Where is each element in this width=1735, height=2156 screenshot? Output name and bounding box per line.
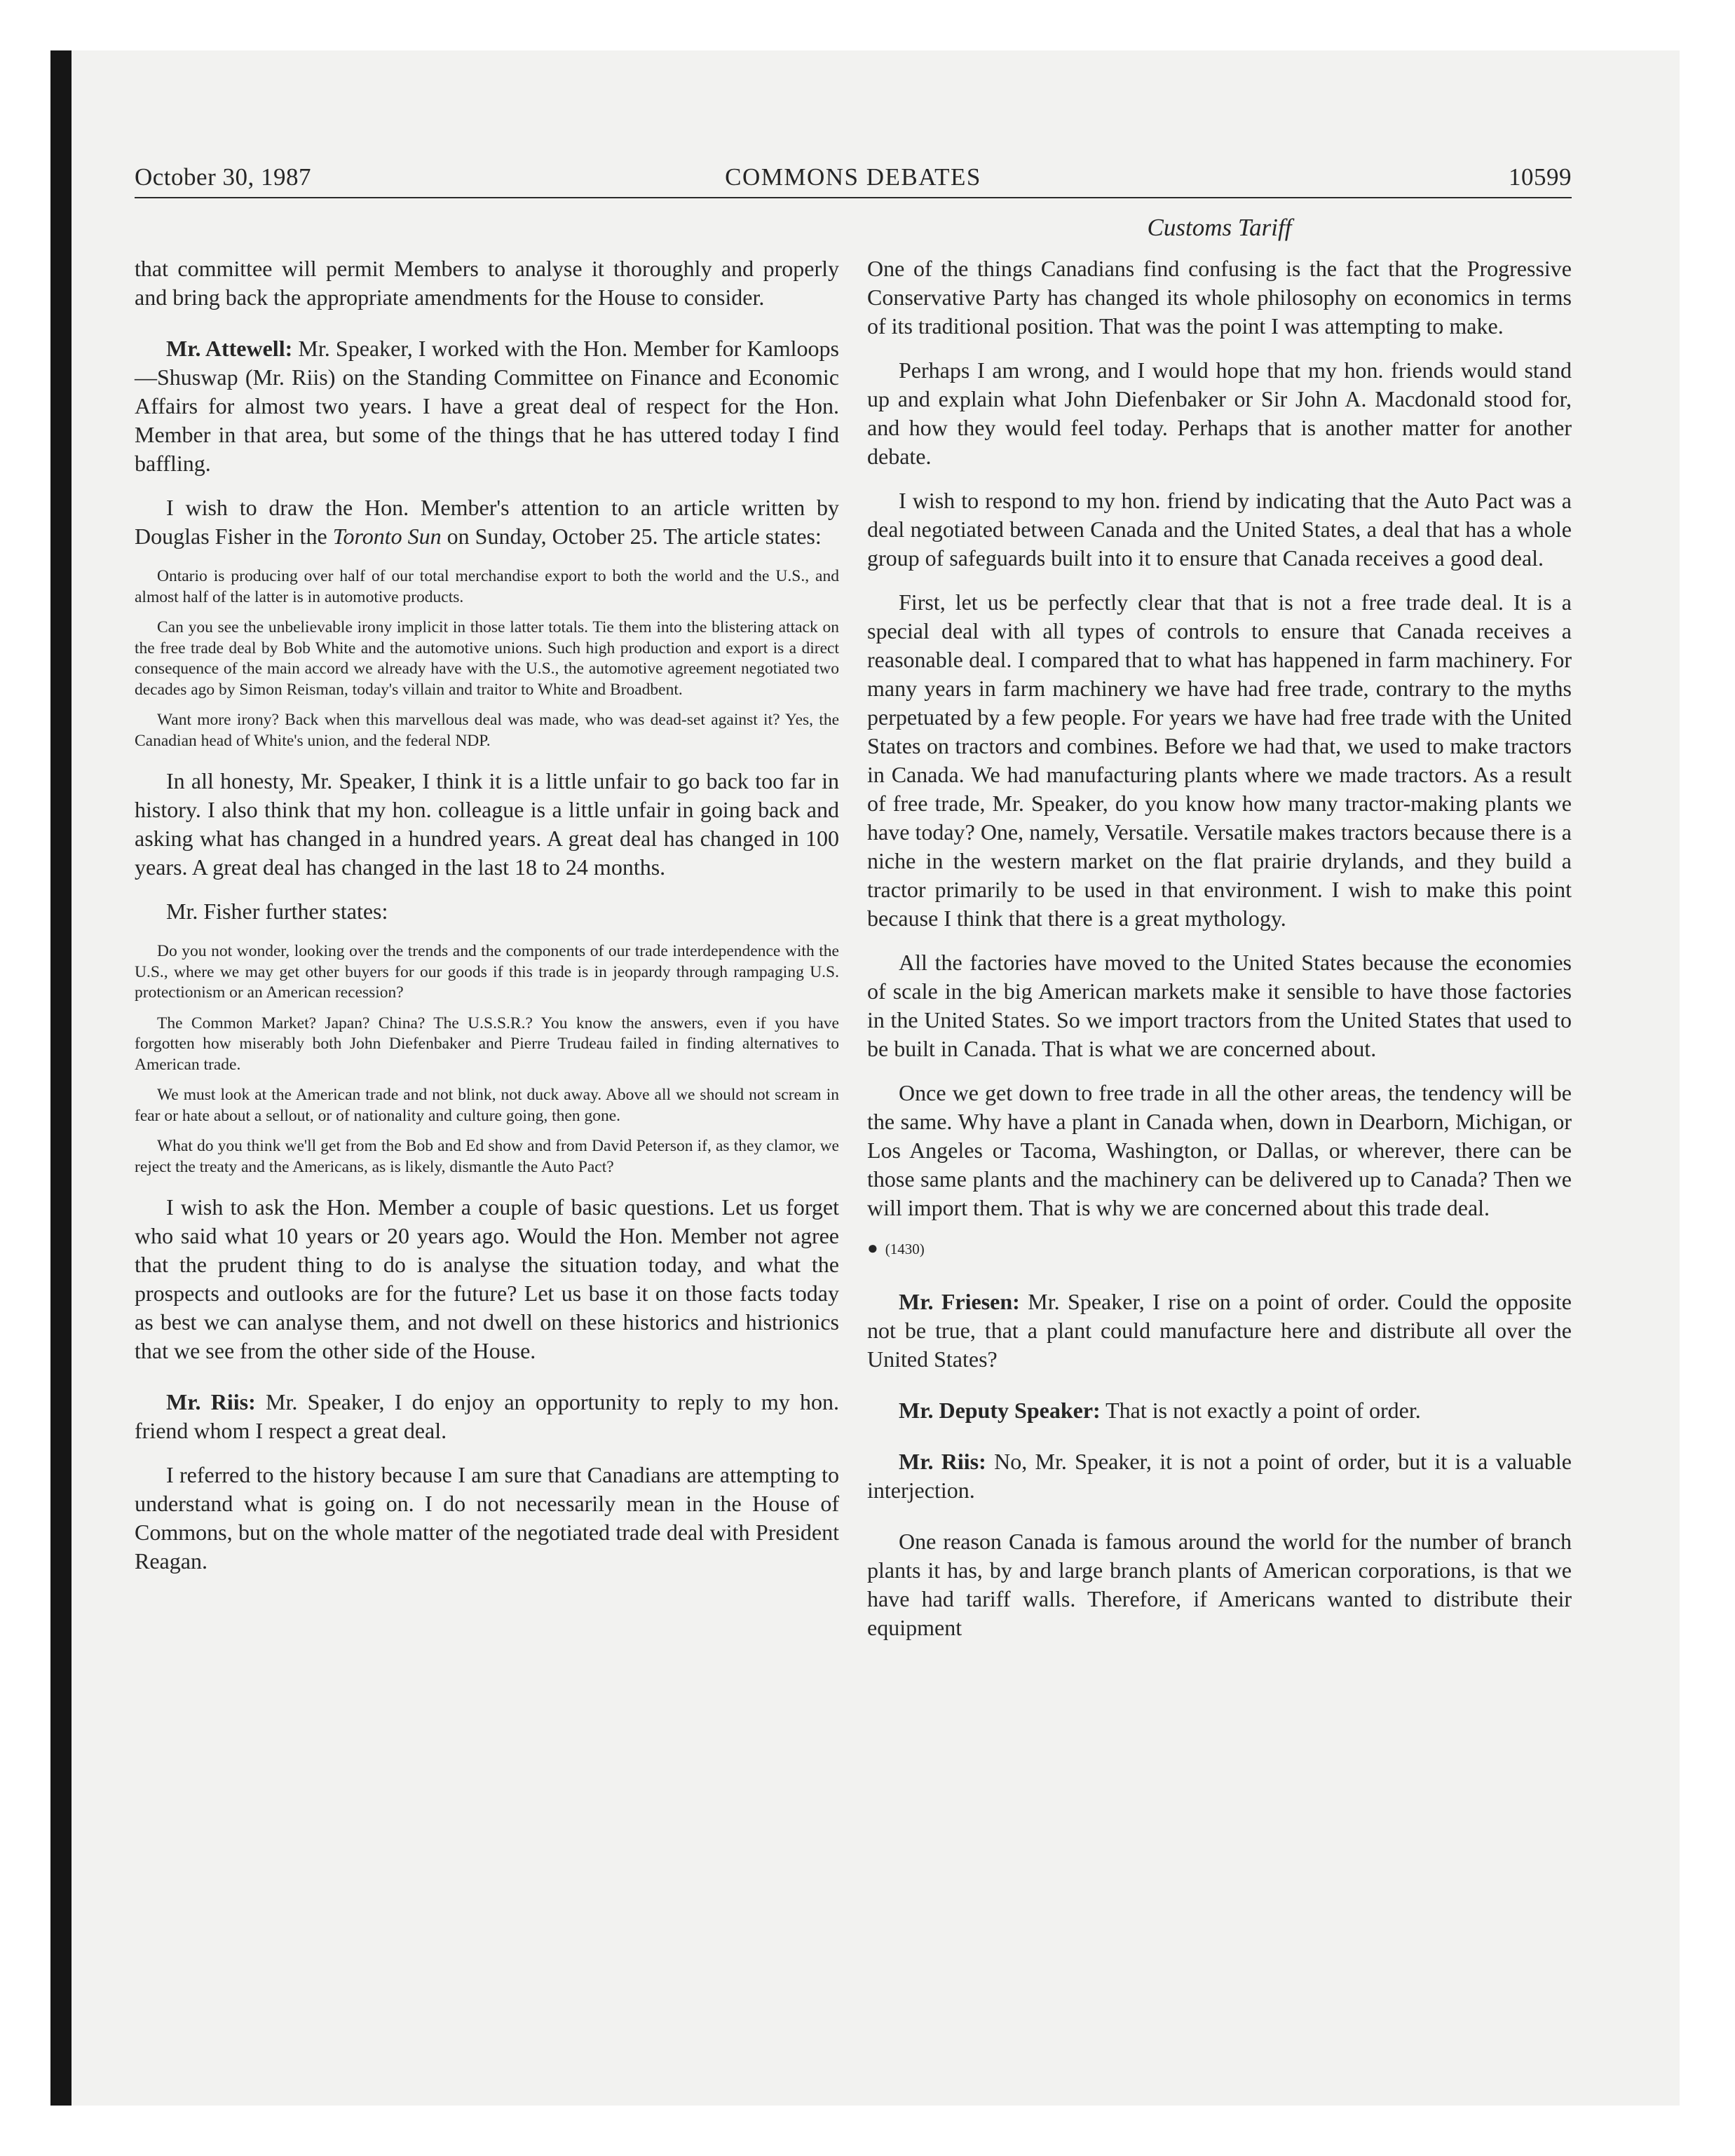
- speaker-name: Mr. Friesen:: [899, 1289, 1020, 1314]
- speech-text: That is not exactly a point of order.: [1100, 1398, 1421, 1423]
- quotation: Ontario is producing over half of our total merchandise export to both the world and the U.S., and almost half of the latter is in automotive products.: [135, 567, 839, 606]
- scan-edge-bar: [50, 50, 72, 2106]
- header-page-number: 10599: [1509, 163, 1572, 191]
- document-page: [135, 158, 1572, 1938]
- quotation: Want more irony? Back when this marvellous deal was made, who was dead-set against it? Yes, the Canadian head of White's union, and the federal NDP.: [135, 711, 839, 750]
- paragraph: In all honesty, Mr. Speaker, I think it is a little unfair to go back too far in history. I also think that my hon. colleague is a little unfair in going back and asking what has changed in a hundred years. A great deal has changed in 100 years. A great deal has changed in the last 18 to 24 months.: [135, 768, 839, 880]
- bullet-icon: ●: [867, 1238, 878, 1258]
- paragraph: I referred to the history because I am sure that Canadians are attempting to understand what is going on. I do not necessarily mean in the House of Commons, but on the whole matter of the negotiated trade deal with President Reagan.: [135, 1462, 839, 1574]
- quotation: The Common Market? Japan? China? The U.S.S.R.? You know the answers, even if you have forgotten how miserably both John Diefenbaker and Pierre Trudeau failed in finding alternatives to American trade.: [135, 1014, 839, 1074]
- newspaper-title: Toronto Sun: [332, 524, 442, 549]
- paragraph: One of the things Canadians find confusing is the fact that the Progressive Conservative Party has changed its whole philosophy on economics in terms of its traditional position. That was the point I was attempting to make.: [867, 256, 1572, 339]
- left-column: [135, 254, 839, 1591]
- speaker-name: Mr. Deputy Speaker:: [899, 1398, 1101, 1423]
- paragraph: that committee will permit Members to analyse it thoroughly and properly and bring back the appropriate amendments for the House to consider.: [135, 256, 839, 310]
- paragraph: [135, 493, 839, 551]
- speech-paragraph: [135, 1388, 839, 1445]
- speech-text: Mr. Speaker, I rise on a point of order. Could the opposite not be true, that a plant could manufacture here and distribute all over the United States?: [867, 1289, 1572, 1372]
- speech-paragraph: [867, 1288, 1572, 1374]
- timestamp-marker: [867, 1238, 1572, 1260]
- paragraph: I wish to ask the Hon. Member a couple of basic questions. Let us forget who said what 10 years or 20 years ago. Would the Hon. Member not agree that the prudent thing to do is analyse the situation today, and what the prospects and outlooks are for the future? Let us base it on those facts today as best we can analyse them, and not dwell on these historics and histrionics that we see from the other side of the House.: [135, 1194, 839, 1363]
- right-column: [867, 254, 1572, 1658]
- speech-text: Mr. Speaker, I worked with the Hon. Member for Kamloops—Shuswap (Mr. Riis) on the Standing Committee on Finance and Economic Affairs for almost two years. I have a great deal of respect for the Hon. Member in that area, but some of the things that he has uttered today I find baffling.: [135, 336, 840, 476]
- speaker-name: Mr. Riis:: [899, 1449, 986, 1474]
- quotation: Do you not wonder, looking over the trends and the components of our trade interdependence with the U.S., where we may get other buyers for our goods if this trade is in jeopardy through rampaging U.S. protectionism or an American recession?: [135, 942, 839, 1002]
- header-date: October 30, 1987: [135, 163, 311, 191]
- speech-paragraph: [867, 1447, 1572, 1505]
- paragraph: First, let us be perfectly clear that that is not a free trade deal. It is a special deal with all types of controls to ensure that Canada receives a reasonable deal. I compared that to what has happened in farm machinery. For many years in farm machinery we have had free trade, contrary to the myths perpetuated by a few people. For years we have had free trade with the United States on tractors and combines. Before we had that, we used to make tractors in Canada. We had manufacturing plants where we made tractors. As a result of free trade, Mr. Speaker, do you know how many tractor-making plants we have today? One, namely, Versatile. Versatile makes tractors because there is a niche in the western market on the flat prairie drylands, and they build a tractor primarily to be used in that environment. I wish to make this point because I think that there is a great mythology.: [867, 589, 1572, 931]
- timestamp-text: (1430): [885, 1241, 925, 1257]
- speaker-name: Mr. Riis:: [166, 1389, 256, 1414]
- section-title: Customs Tariff: [1147, 214, 1292, 241]
- paragraph: Perhaps I am wrong, and I would hope that my hon. friends would stand up and explain what John Diefenbaker or Sir John A. Macdonald stood for, and how they would feel today. Perhaps that is another matter for another debate.: [867, 357, 1572, 469]
- paragraph-text: on Sunday, October 25. The article states:: [441, 524, 822, 549]
- paragraph: All the factories have moved to the United States because the economies of scale in the big American markets make it sensible to have those factories in the United States. So we import tractors from the United States that used to be built in Canada. That is what we are concerned about.: [867, 950, 1572, 1061]
- paragraph: One reason Canada is famous around the world for the number of branch plants it has, by and large branch plants of American corporations, is that we have had tariff walls. Therefore, if Americans wanted to distribute their equipment: [867, 1529, 1572, 1640]
- speech-paragraph: [867, 1396, 1572, 1425]
- paragraph-text: I wish to draw the Hon. Member's attention to an article written by Douglas Fisher in the: [135, 495, 839, 549]
- speaker-name: Mr. Attewell:: [166, 336, 293, 361]
- running-header: [135, 158, 1572, 198]
- header-title: COMMONS DEBATES: [725, 163, 981, 191]
- quotation: Can you see the unbelievable irony implicit in those latter totals. Tie them into the blistering attack on the free trade deal by Bob White and the automotive unions. Such high production and export is a direct consequence of the main accord we already have with the U.S., the automotive agreement negotiated two decades ago by Simon Reisman, today's villain and traitor to White and Broadbent.: [135, 618, 839, 699]
- paragraph: Mr. Fisher further states:: [166, 899, 388, 924]
- speech-text: Mr. Speaker, I do enjoy an opportunity to reply to my hon. friend whom I respect a great deal.: [135, 1389, 840, 1443]
- paragraph: Once we get down to free trade in all the other areas, the tendency will be the same. Why have a plant in Canada when, down in Dearborn, Michigan, or Los Angeles or Tacoma, Washington, or Dallas, or wherever, there can be those same plants and the machinery can be delivered up to Canada? Then we will import them. That is why we are concerned about this trade deal.: [867, 1080, 1572, 1220]
- speech-text: No, Mr. Speaker, it is not a point of order, but it is a valuable interjection.: [867, 1449, 1572, 1503]
- quotation: We must look at the American trade and not blink, not duck away. Above all we should not scream in fear or hate about a sellout, or of nationality and culture going, then gone.: [135, 1086, 839, 1125]
- quotation: What do you think we'll get from the Bob and Ed show and from David Peterson if, as they clamor, we reject the treaty and the Americans, as is likely, dismantle the Auto Pact?: [135, 1137, 839, 1176]
- speech-paragraph: [135, 334, 839, 478]
- paragraph: I wish to respond to my hon. friend by indicating that the Auto Pact was a deal negotiated between Canada and the United States, a deal that has a whole group of safeguards built into it to ensure that Canada receives a good deal.: [867, 488, 1572, 571]
